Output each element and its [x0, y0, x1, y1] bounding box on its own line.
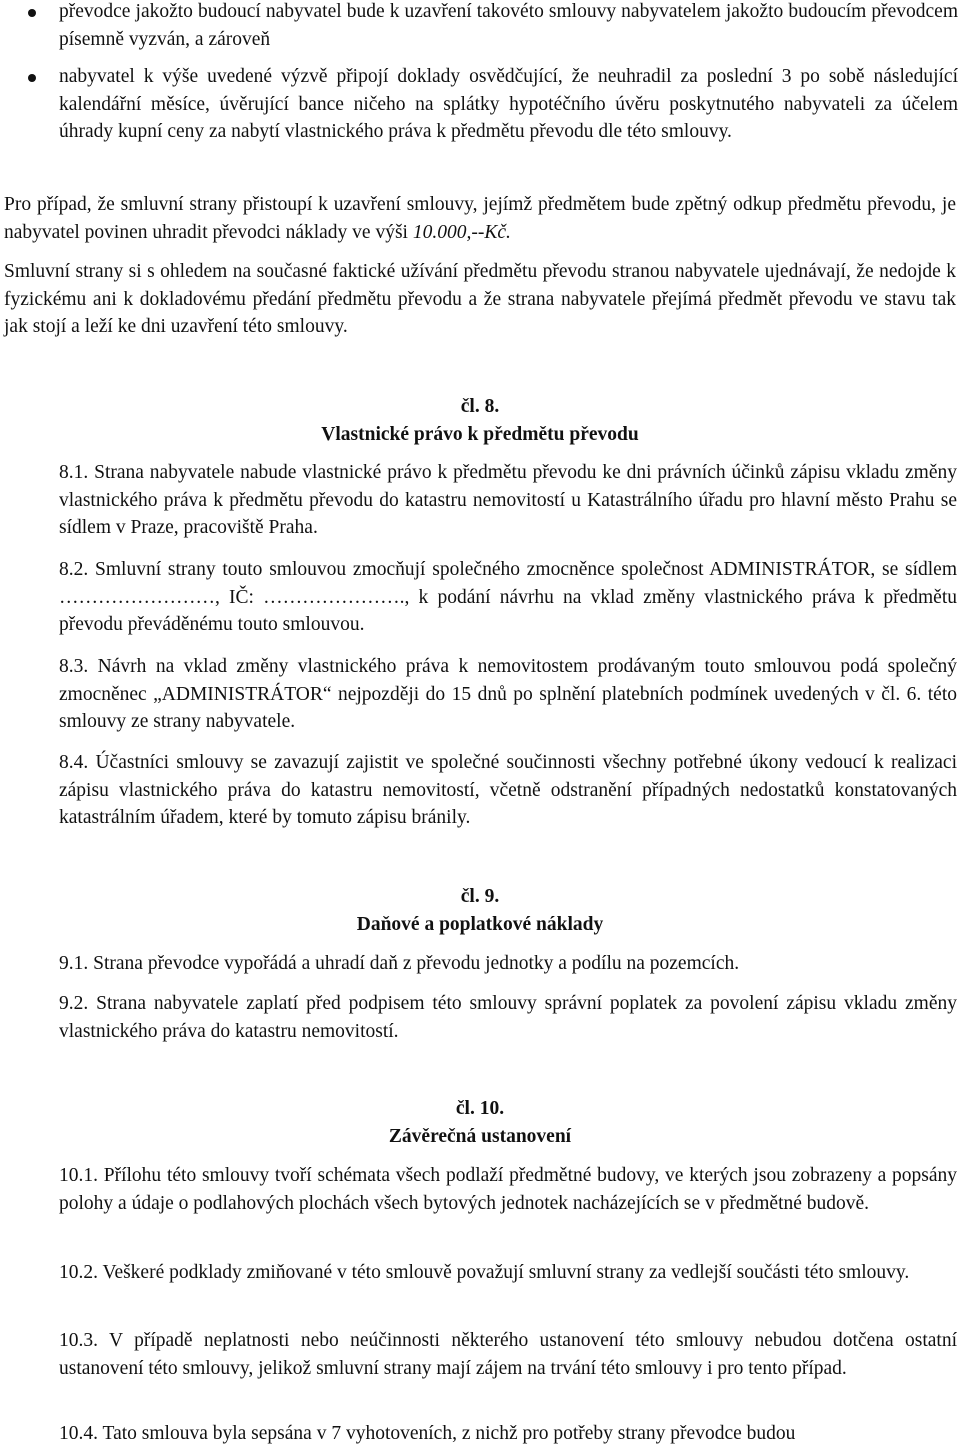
clause-text: 8.3. Návrh na vklad změny vlastnického práva k nemovitostem prodávaným touto smlouvou podá společný zmocněnec „ADMINISTRÁTOR“ nejpozději do 15 dnů po splnění platebních podmínek uvedených v čl. 6. této smlouvy ze strany nabyvatele.	[59, 656, 957, 732]
paragraph-handover	[4, 258, 956, 341]
clause-text: 10.2. Veškeré podklady zmiňované v této smlouvě považují smluvní strany za vedlejší součásti této smlouvy.	[59, 1262, 910, 1283]
article-title: Vlastnické právo k předmětu převodu	[321, 423, 639, 445]
clause-8-1	[59, 459, 957, 542]
clause-10-4	[59, 1420, 957, 1451]
clause-8-3	[59, 653, 957, 736]
bullet-dot-icon	[28, 74, 36, 82]
clause-text: 10.4. Tato smlouva byla sepsána v 7 vyhotoveních, z nichž pro potřeby strany převodce budou	[59, 1423, 796, 1444]
clause-text: 10.3. V případě neplatnosti nebo neúčinnosti některého ustanovení této smlouvy nebudou dotčena ostatní ustanovení této smlouvy, jelikož smluvní strany mají zájem na trvání této smlouvy i pro tento případ.	[59, 1330, 957, 1379]
paragraph-text: Smluvní strany si s ohledem na současné faktické užívání předmětu převodu stranou nabyvatele ujednávají, že nedojde k fyzickému ani k dokladovému předání předmětu převodu a že strana nabyvatele přejímá předmět převodu ve stavu tak jak stojí a leží ke dni uzavření této smlouvy.	[4, 261, 956, 337]
clause-text: 9.1. Strana převodce vypořádá a uhradí daň z převodu jednotky a podílu na pozemcích.	[59, 953, 740, 974]
clause-10-2	[59, 1259, 957, 1287]
clause-text: 8.4. Účastníci smlouvy se zavazují zajistit ve společné součinnosti všechny potřebné úkony vedoucí k realizaci zápisu vlastnického práva do katastru nemovitostí, včetně odstranění případných nedostatků konstatovaných katastrálním úřadem, které by tomuto zápisu bránily.	[59, 752, 957, 828]
clause-text: 10.1. Přílohu této smlouvy tvoří schémata všech podlaží předmětné budovy, ve kterých jsou zobrazeny a popsány polohy a údaje o podlahových plochách všech bytových jednotek nacházejících se v předmětné budově.	[59, 1165, 957, 1214]
paragraph-costs	[4, 191, 956, 246]
clause-text: 8.2. Smluvní strany touto smlouvou zmocňují společného zmocněnce společnost ADMINISTRÁTOR, se sídlem ……………………, IČ: …………………., k podání návrhu na vklad změny vlastnického práva k předmětu převodu převáděnému touto smlouvou.	[59, 559, 957, 635]
article-title: Závěrečná ustanovení	[388, 1125, 572, 1147]
clause-8-2	[59, 556, 957, 639]
article-number: čl. 9.	[460, 886, 500, 907]
clause-text: 9.2. Strana nabyvatele zaplatí před podpisem této smlouvy správní poplatek za povolení zápisu vkladu změny vlastnického práva do katastru nemovitostí.	[59, 993, 957, 1042]
article-8-heading	[0, 393, 960, 448]
article-9-heading	[0, 883, 960, 938]
clause-9-1	[59, 950, 957, 978]
article-number: čl. 8.	[460, 396, 500, 417]
article-title: Daňové a poplatkové náklady	[356, 913, 604, 935]
bullet-dot-icon	[28, 9, 36, 17]
amount-value: 10.000,--Kč.	[412, 221, 511, 243]
bullet-text: nabyvatel k výše uvedené výzvě připojí doklady osvědčující, že neuhradil za poslední 3 po sobě následující kalendářní měsíce, úvěrující bance ničeho na splátky hypotéčního úvěru poskytnutého nabyvateli za účelem úhrady kupní ceny za nabytí vlastnického práva k předmětu převodu dle této smlouvy.	[59, 66, 958, 142]
clause-10-3	[59, 1327, 957, 1382]
clause-10-1	[59, 1162, 957, 1217]
clause-8-4	[59, 749, 957, 832]
paragraph-text: Pro případ, že smluvní strany přistoupí k uzavření smlouvy, jejímž předmětem bude zpětný odkup předmětu převodu, je nabyvatel povinen uhradit převodci náklady ve výši	[4, 194, 956, 243]
article-10-heading	[0, 1095, 960, 1150]
list-item	[0, 0, 958, 53]
article-number: čl. 10.	[455, 1098, 505, 1119]
bullet-list	[0, 0, 958, 146]
list-item	[0, 63, 958, 146]
clause-9-2	[59, 990, 957, 1045]
bullet-text: převodce jakožto budoucí nabyvatel bude k uzavření takovéto smlouvy nabyvatelem jakožto budoucím převodcem písemně vyzván, a zároveň	[59, 1, 958, 50]
clause-text: 8.1. Strana nabyvatele nabude vlastnické právo k předmětu převodu ke dni právních účinků zápisu vkladu změny vlastnického práva k předmětu převodu do katastru nemovitostí u Katastrálního úřadu pro hlavní město Prahu se sídlem v Praze, pracoviště Praha.	[59, 462, 957, 538]
